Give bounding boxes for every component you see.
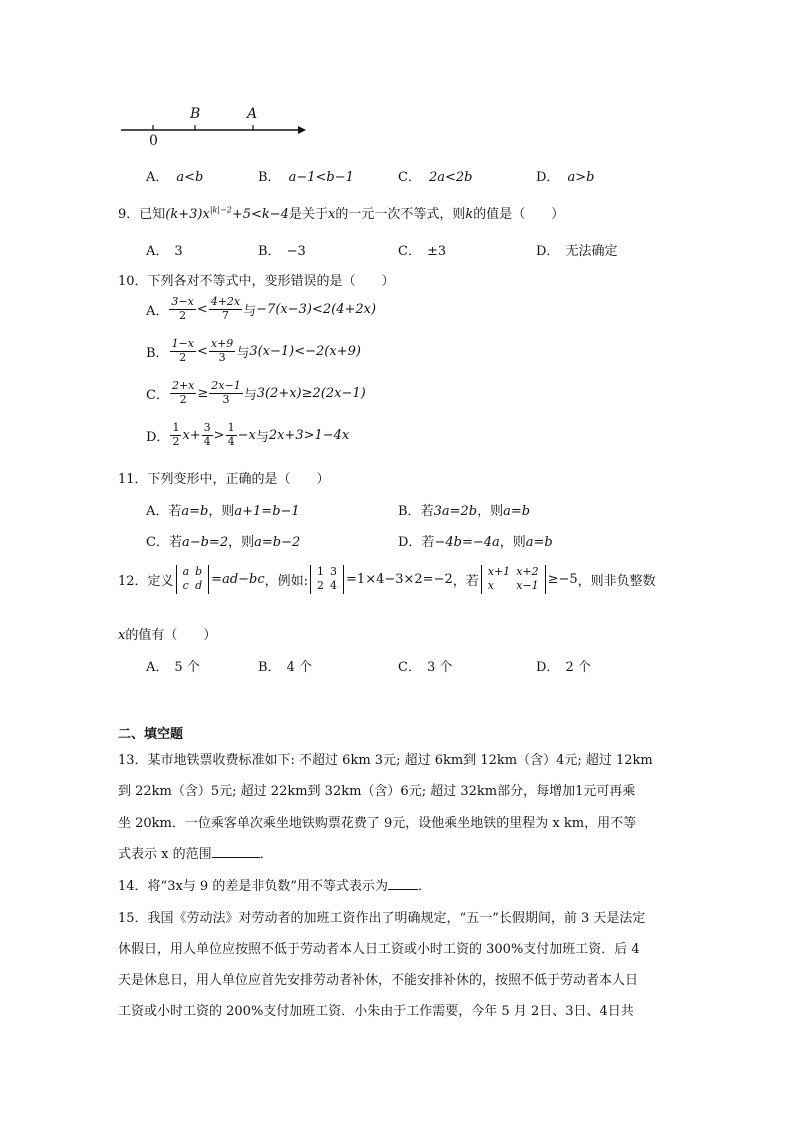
q13-line-1: 13．某市地铁票收费标准如下: 不超过 6km 3元; 超过 6km到 12km（含）4元; 超过 12km — [118, 753, 653, 768]
q12-option-a[interactable]: A． 5 个 — [146, 660, 200, 675]
q11-option-b[interactable]: B．若3a=2b，则a=b — [398, 504, 531, 519]
determinant-condition: x+1 x x+2 x−1 — [481, 565, 546, 594]
q8-option-d[interactable]: D． a>b — [536, 170, 595, 185]
q12-stem: 12． 定义 a c b d =ad−bc ，例如: 1 2 3 4 =1×4−3×2=−2 ，若 x+1 x x+2 x−1 ≥−5 ，则非负整数 — [118, 565, 656, 593]
q8-option-b[interactable]: B． a−1<b−1 — [258, 170, 354, 185]
q9-option-a[interactable]: A． 3 — [146, 244, 183, 259]
q12-option-d[interactable]: D． 2 个 — [536, 660, 591, 675]
q15-line-1: 15．我国《劳动法》对劳动者的加班工资作出了明确规定，“五一”长假期间，前 3 天是法定 — [118, 911, 646, 926]
q13-line-3: 坐 20km．一位乘客单次乘坐地铁购票花费了 9元，设他乘坐地铁的里程为 x km，用不等 — [118, 816, 637, 831]
q11-option-a[interactable]: A．若a=b，则a+1=b−1 — [146, 504, 300, 519]
number-line-figure — [118, 100, 318, 155]
q15-line-4: 工资或小时工资的 200%支付加班工资．小朱由于工作需要，今年 5 月 2日、3日、4日共 — [118, 1004, 634, 1019]
arrow-right-icon — [298, 126, 306, 134]
q13-line-4: 式表示 x 的范围 ． — [118, 847, 273, 862]
determinant-definition: a c b d — [176, 565, 210, 594]
answer-blank[interactable] — [388, 877, 418, 890]
q14-stem: 14．将“3x与 9 的差是非负数”用不等式表示为 ． — [118, 879, 431, 894]
q9-option-b[interactable]: B． −3 — [258, 244, 306, 259]
q15-line-2: 休假日，用人单位应按照不低于劳动者本人日工资或小时工资的 300%支付加班工资．后 4 — [118, 942, 640, 957]
q9-option-c[interactable]: C． ±3 — [398, 244, 447, 259]
q12-option-b[interactable]: B． 4 个 — [258, 660, 312, 675]
q12-stem-line2: x的值有（ ） — [118, 628, 217, 643]
answer-blank[interactable] — [212, 845, 260, 858]
q15-line-3: 天是休息日，用人单位应首先安排劳动者补休，不能安排补休的，按照不低于劳动者本人日 — [118, 973, 639, 988]
determinant-example: 1 2 3 4 — [310, 565, 344, 594]
q10-option-b[interactable]: B． $\frac{1-x}{2}$ < $\frac{x+9}{3}$ 与 3(x−1)<−2(x+9) — [146, 337, 361, 364]
q11-stem: 11．下列变形中，正确的是（ ） — [118, 472, 330, 487]
q8-option-a[interactable]: A． a<b — [146, 170, 204, 185]
q9-option-d[interactable]: D． 无法确定 — [536, 244, 618, 259]
q11-option-c[interactable]: C．若a−b=2，则a=b−2 — [146, 535, 301, 550]
q13-line-2: 到 22km（含）5元; 超过 22km到 32km（含）6元; 超过 32km部分，每增加1元可再乘 — [118, 784, 636, 799]
q10-option-c[interactable]: C． $\frac{2+x}{2}$ ≥ $\frac{2x-1}{3}$ 与 3(2+x)≥2(2x−1) — [146, 379, 366, 406]
label-zero: 0 — [149, 133, 158, 149]
label-a: A — [247, 106, 258, 122]
section-title: 二、填空题 — [118, 727, 184, 742]
q10-option-d[interactable]: D． $\frac{1}{2}$ x+ $\frac{3}{4}$ > $\frac{1}{4}$ −x 与 2x+3>1−4x — [146, 421, 350, 448]
q12-option-c[interactable]: C． 3 个 — [398, 660, 453, 675]
q10-option-a[interactable]: A． $\frac{3-x}{2}$ < $\frac{4+2x}{7}$ 与 −7(x−3)<2(4+2x) — [146, 295, 377, 322]
q10-stem: 10．下列各对不等式中，变形错误的是（ ） — [118, 274, 395, 289]
q8-option-c[interactable]: C． 2a<2b — [398, 170, 473, 185]
label-b: B — [190, 106, 201, 122]
q11-option-d[interactable]: D．若−4b=−4a，则a=b — [398, 535, 553, 550]
q9-stem: 9．已知$(k+3)x^{|k|-2}+5<k-4$是关于x的一元一次不等式，则k的值是（ ） — [118, 205, 565, 222]
